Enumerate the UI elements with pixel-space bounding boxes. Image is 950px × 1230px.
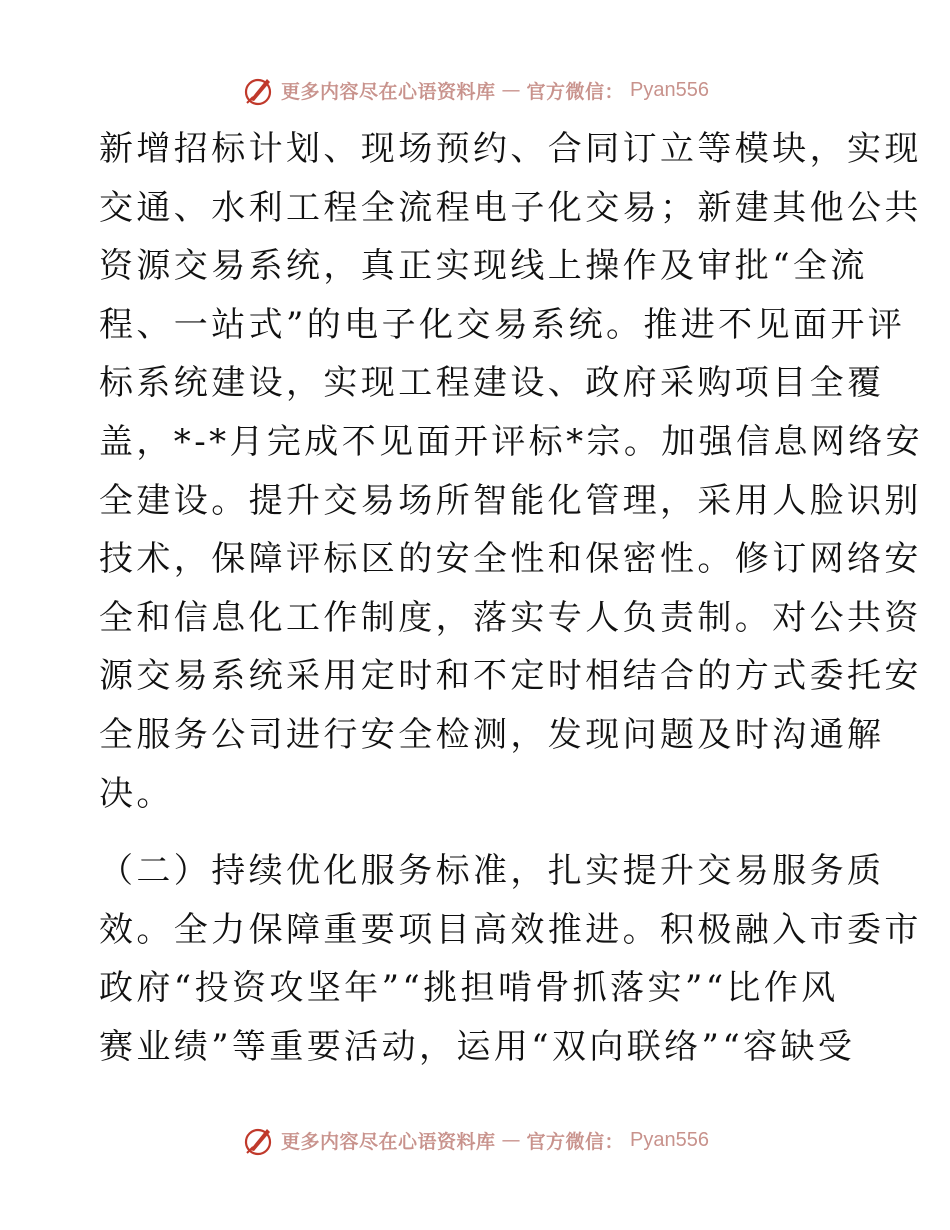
text-line: 程、一站式”的电子化交易系统。推进不见面开评 bbox=[99, 304, 906, 345]
text-line: （二）持续优化服务标准，扎实提升交易服务质 bbox=[99, 851, 885, 892]
text-line: 全服务公司进行安全检测，发现问题及时沟通解 bbox=[99, 714, 885, 755]
text-line: 技术，保障评标区的安全性和保密性。修订网络安 bbox=[99, 539, 922, 580]
watermark-label: 官方微信： bbox=[526, 1130, 625, 1153]
document-body bbox=[99, 120, 924, 1077]
watermark-slogan: 更多内容尽在心语资料库 bbox=[281, 80, 496, 103]
header-watermark bbox=[0, 70, 950, 110]
watermark-dash: — bbox=[501, 79, 521, 101]
feather-logo-icon bbox=[241, 1123, 275, 1157]
text-line: 交通、水利工程全流程电子化交易；新建其他公共 bbox=[99, 187, 922, 228]
paragraph-2 bbox=[99, 842, 922, 1076]
text-line: 政府“投资攻坚年”“挑担啃骨抓落实”“比作风 bbox=[99, 968, 839, 1009]
footer-watermark bbox=[0, 1120, 950, 1160]
text-line: 效。全力保障重要项目高效推进。积极融入市委市 bbox=[99, 909, 922, 950]
text-line: 全和信息化工作制度，落实专人负责制。对公共资 bbox=[99, 597, 922, 638]
watermark-dash: — bbox=[501, 1129, 521, 1151]
paragraph-spacer bbox=[99, 823, 859, 842]
watermark-account: Pyan556 bbox=[630, 78, 709, 101]
text-line: 盖，*-*月完成不见面开评标*宗。加强信息网络安 bbox=[99, 421, 924, 462]
paragraph-1 bbox=[99, 120, 924, 823]
text-line: 赛业绩”等重要活动，运用“双向联络”“容缺受 bbox=[99, 1026, 856, 1067]
text-line: 资源交易系统，真正实现线上操作及审批“全流 bbox=[99, 246, 868, 287]
watermark-slogan: 更多内容尽在心语资料库 bbox=[281, 1130, 496, 1153]
feather-logo-icon bbox=[241, 73, 275, 107]
text-line: 源交易系统采用定时和不定时相结合的方式委托安 bbox=[99, 656, 922, 697]
text-line: 决。 bbox=[99, 773, 174, 814]
text-line: 全建设。提升交易场所智能化管理，采用人脸识别 bbox=[99, 480, 922, 521]
text-line: 新增招标计划、现场预约、合同订立等模块，实现 bbox=[99, 129, 922, 169]
text-line: 标系统建设，实现工程建设、政府采购项目全覆 bbox=[99, 363, 885, 404]
watermark-label: 官方微信： bbox=[526, 80, 625, 103]
watermark-account: Pyan556 bbox=[630, 1128, 709, 1151]
